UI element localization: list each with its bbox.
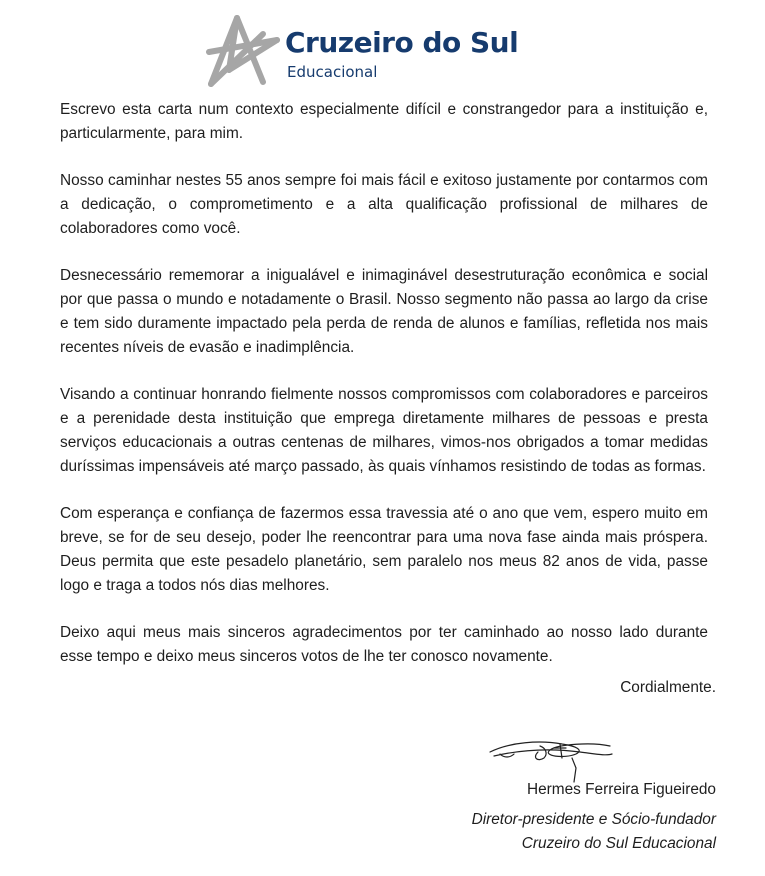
paragraph-6: Deixo aqui meus mais sinceros agradecimentos por ter caminhado ao nosso lado durante esse tempo e deixo meus sinceros votos de lhe ter conosco novamente. [60,624,708,665]
paragraph-3: Desnecessário rememorar a inigualável e inimaginável desestruturação econômica e social por que passa o mundo e notadamente o Brasil. Nosso segmento não passa ao largo da crise e tem sido duramente impactado pela perda de renda de alunos e famílias, refletida nos mais recentes níveis de evasão e inadimplência. [60,267,708,356]
brand-subtitle: Educacional [287,63,378,81]
paragraph-2: Nosso caminhar nestes 55 anos sempre foi mais fácil e exitoso justamente por contarmos com a dedicação, o comprometimento e a alta qualificação profissional de milhares de colaboradores como você. [60,172,708,237]
signer-company: Cruzeiro do Sul Educacional [521,835,716,852]
closing-salutation: Cordialmente. [620,679,716,696]
signer-title: Diretor-presidente e Sócio-fundador [471,811,716,828]
signer-name: Hermes Ferreira Figueiredo [526,781,716,798]
paragraph-1: Escrevo esta carta num contexto especialmente difícil e constrangedor para a instituição e, particularmente, para mim. [60,101,708,142]
letter-body [60,98,708,692]
paragraph-5: Com esperança e confiança de fazermos essa travessia até o ano que vem, espero muito em breve, se for de seu desejo, poder lhe reencontrar para uma nova fase ainda mais próspera. Deus permita que este pesadelo planetário, sem paralelo nos meus 82 anos de vida, passe logo e traga a todos nós dias melhores. [60,505,708,594]
star-logo-icon [203,12,283,90]
paragraph-4: Visando a continuar honrando fielmente nossos compromissos com colaboradores e parceiros e a perenidade desta instituição que emprega diretamente milhares de pessoas e presta serviços educacionais a outras centenas de milhares, vimos-nos obrigados a tomar medidas duríssimas impensáveis até março passado, às quais vínhamos resistindo de todas as formas. [60,386,708,475]
company-logo [203,12,533,90]
brand-name: Cruzeiro do Sul [285,26,519,59]
